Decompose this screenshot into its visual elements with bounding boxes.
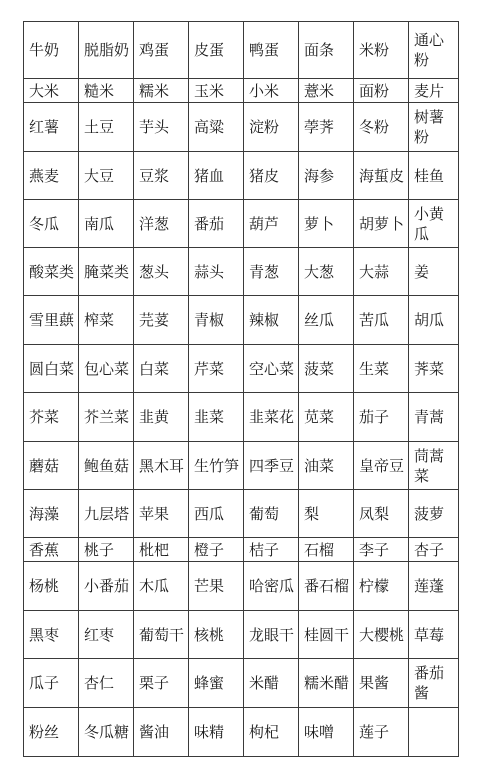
food-table-body xyxy=(24,22,459,757)
table-cell: 枇杷 xyxy=(134,538,189,562)
table-row xyxy=(24,103,459,152)
table-cell: 糯米醋 xyxy=(299,659,354,708)
table-cell: 鸡蛋 xyxy=(134,22,189,79)
table-row xyxy=(24,708,459,757)
table-cell: 油菜 xyxy=(299,442,354,490)
table-cell: 青椒 xyxy=(189,296,244,345)
table-cell: 瓜子 xyxy=(24,659,79,708)
table-cell: 米粉 xyxy=(354,22,409,79)
table-cell: 蒜头 xyxy=(189,248,244,296)
table-cell: 小黄瓜 xyxy=(409,200,459,248)
food-table xyxy=(23,21,459,757)
table-cell: 海藻 xyxy=(24,490,79,538)
table-cell: 萝卜 xyxy=(299,200,354,248)
table-cell: 梨 xyxy=(299,490,354,538)
table-cell: 枸杞 xyxy=(244,708,299,757)
table-row xyxy=(24,611,459,659)
table-cell: 冬瓜 xyxy=(24,200,79,248)
table-cell: 薏米 xyxy=(299,79,354,103)
table-cell: 核桃 xyxy=(189,611,244,659)
table-cell: 青蒿 xyxy=(409,393,459,442)
table-cell: 鲍鱼菇 xyxy=(79,442,134,490)
table-cell: 面粉 xyxy=(354,79,409,103)
table-row xyxy=(24,393,459,442)
table-cell: 脱脂奶 xyxy=(79,22,134,79)
table-cell: 胡瓜 xyxy=(409,296,459,345)
table-cell: 茼蒿菜 xyxy=(409,442,459,490)
table-cell: 柠檬 xyxy=(354,562,409,611)
table-row xyxy=(24,22,459,79)
table-cell: 蘑菇 xyxy=(24,442,79,490)
table-cell: 芥菜 xyxy=(24,393,79,442)
table-cell: 胡萝卜 xyxy=(354,200,409,248)
table-row xyxy=(24,296,459,345)
table-cell: 青葱 xyxy=(244,248,299,296)
table-cell: 西瓜 xyxy=(189,490,244,538)
table-cell: 韭黄 xyxy=(134,393,189,442)
table-cell: 木瓜 xyxy=(134,562,189,611)
table-cell: 桂鱼 xyxy=(409,152,459,200)
table-cell: 辣椒 xyxy=(244,296,299,345)
table-cell: 雪里蕻 xyxy=(24,296,79,345)
table-cell: 腌菜类 xyxy=(79,248,134,296)
table-cell: 芋头 xyxy=(134,103,189,152)
table-cell: 菠萝 xyxy=(409,490,459,538)
table-cell: 通心粉 xyxy=(409,22,459,79)
table-cell: 圆白菜 xyxy=(24,345,79,393)
table-cell: 黑木耳 xyxy=(134,442,189,490)
table-cell: 冬粉 xyxy=(354,103,409,152)
table-cell: 麦片 xyxy=(409,79,459,103)
table-row xyxy=(24,538,459,562)
table-cell: 玉米 xyxy=(189,79,244,103)
table-cell: 桔子 xyxy=(244,538,299,562)
table-cell: 菠菜 xyxy=(299,345,354,393)
table-cell: 芹菜 xyxy=(189,345,244,393)
table-cell: 南瓜 xyxy=(79,200,134,248)
table-cell: 番茄酱 xyxy=(409,659,459,708)
table-cell: 番石榴 xyxy=(299,562,354,611)
table-cell: 石榴 xyxy=(299,538,354,562)
table-cell: 糙米 xyxy=(79,79,134,103)
table-cell: 桃子 xyxy=(79,538,134,562)
table-cell: 冬瓜糖 xyxy=(79,708,134,757)
table-cell: 红枣 xyxy=(79,611,134,659)
table-cell: 小番茄 xyxy=(79,562,134,611)
table-cell: 哈密瓜 xyxy=(244,562,299,611)
table-cell: 淀粉 xyxy=(244,103,299,152)
table-row xyxy=(24,345,459,393)
table-row xyxy=(24,490,459,538)
table-cell: 番茄 xyxy=(189,200,244,248)
table-cell: 味噌 xyxy=(299,708,354,757)
table-cell: 皇帝豆 xyxy=(354,442,409,490)
table-cell: 大米 xyxy=(24,79,79,103)
table-cell: 葱头 xyxy=(134,248,189,296)
table-cell: 杏子 xyxy=(409,538,459,562)
table-cell xyxy=(409,708,459,757)
table-cell: 生竹笋 xyxy=(189,442,244,490)
table-row xyxy=(24,79,459,103)
table-cell: 凤梨 xyxy=(354,490,409,538)
table-cell: 猪血 xyxy=(189,152,244,200)
table-cell: 燕麦 xyxy=(24,152,79,200)
table-cell: 牛奶 xyxy=(24,22,79,79)
table-cell: 橙子 xyxy=(189,538,244,562)
table-cell: 米醋 xyxy=(244,659,299,708)
table-cell: 红薯 xyxy=(24,103,79,152)
table-row xyxy=(24,442,459,490)
table-cell: 芫荽 xyxy=(134,296,189,345)
table-cell: 空心菜 xyxy=(244,345,299,393)
table-cell: 高粱 xyxy=(189,103,244,152)
table-cell: 莲子 xyxy=(354,708,409,757)
table-cell: 四季豆 xyxy=(244,442,299,490)
table-cell: 大豆 xyxy=(79,152,134,200)
table-cell: 荠菜 xyxy=(409,345,459,393)
table-cell: 杨桃 xyxy=(24,562,79,611)
table-cell: 杏仁 xyxy=(79,659,134,708)
table-cell: 黑枣 xyxy=(24,611,79,659)
table-cell: 葡萄干 xyxy=(134,611,189,659)
table-cell: 大葱 xyxy=(299,248,354,296)
table-cell: 猪皮 xyxy=(244,152,299,200)
table-row xyxy=(24,562,459,611)
table-cell: 小米 xyxy=(244,79,299,103)
table-cell: 包心菜 xyxy=(79,345,134,393)
table-cell: 姜 xyxy=(409,248,459,296)
table-cell: 皮蛋 xyxy=(189,22,244,79)
table-cell: 鸭蛋 xyxy=(244,22,299,79)
table-cell: 丝瓜 xyxy=(299,296,354,345)
table-cell: 韭菜花 xyxy=(244,393,299,442)
table-cell: 粉丝 xyxy=(24,708,79,757)
table-cell: 海蜇皮 xyxy=(354,152,409,200)
table-cell: 果酱 xyxy=(354,659,409,708)
table-row xyxy=(24,200,459,248)
table-cell: 榨菜 xyxy=(79,296,134,345)
table-cell: 酱油 xyxy=(134,708,189,757)
table-row xyxy=(24,248,459,296)
table-cell: 大樱桃 xyxy=(354,611,409,659)
table-cell: 土豆 xyxy=(79,103,134,152)
table-cell: 蜂蜜 xyxy=(189,659,244,708)
table-cell: 苹果 xyxy=(134,490,189,538)
table-cell: 树薯粉 xyxy=(409,103,459,152)
table-cell: 酸菜类 xyxy=(24,248,79,296)
table-cell: 荸荠 xyxy=(299,103,354,152)
table-cell: 糯米 xyxy=(134,79,189,103)
table-cell: 洋葱 xyxy=(134,200,189,248)
table-cell: 葡萄 xyxy=(244,490,299,538)
table-cell: 芒果 xyxy=(189,562,244,611)
table-cell: 九层塔 xyxy=(79,490,134,538)
table-cell: 生菜 xyxy=(354,345,409,393)
table-cell: 香蕉 xyxy=(24,538,79,562)
table-cell: 李子 xyxy=(354,538,409,562)
table-cell: 葫芦 xyxy=(244,200,299,248)
table-cell: 味精 xyxy=(189,708,244,757)
table-cell: 豆浆 xyxy=(134,152,189,200)
table-cell: 龙眼干 xyxy=(244,611,299,659)
table-row xyxy=(24,659,459,708)
table-cell: 白菜 xyxy=(134,345,189,393)
table-cell: 韭菜 xyxy=(189,393,244,442)
table-cell: 茄子 xyxy=(354,393,409,442)
table-cell: 苦瓜 xyxy=(354,296,409,345)
table-cell: 海参 xyxy=(299,152,354,200)
table-cell: 苋菜 xyxy=(299,393,354,442)
table-cell: 面条 xyxy=(299,22,354,79)
table-cell: 莲蓬 xyxy=(409,562,459,611)
table-cell: 芥兰菜 xyxy=(79,393,134,442)
table-cell: 大蒜 xyxy=(354,248,409,296)
table-cell: 草莓 xyxy=(409,611,459,659)
table-row xyxy=(24,152,459,200)
table-cell: 栗子 xyxy=(134,659,189,708)
table-cell: 桂圆干 xyxy=(299,611,354,659)
